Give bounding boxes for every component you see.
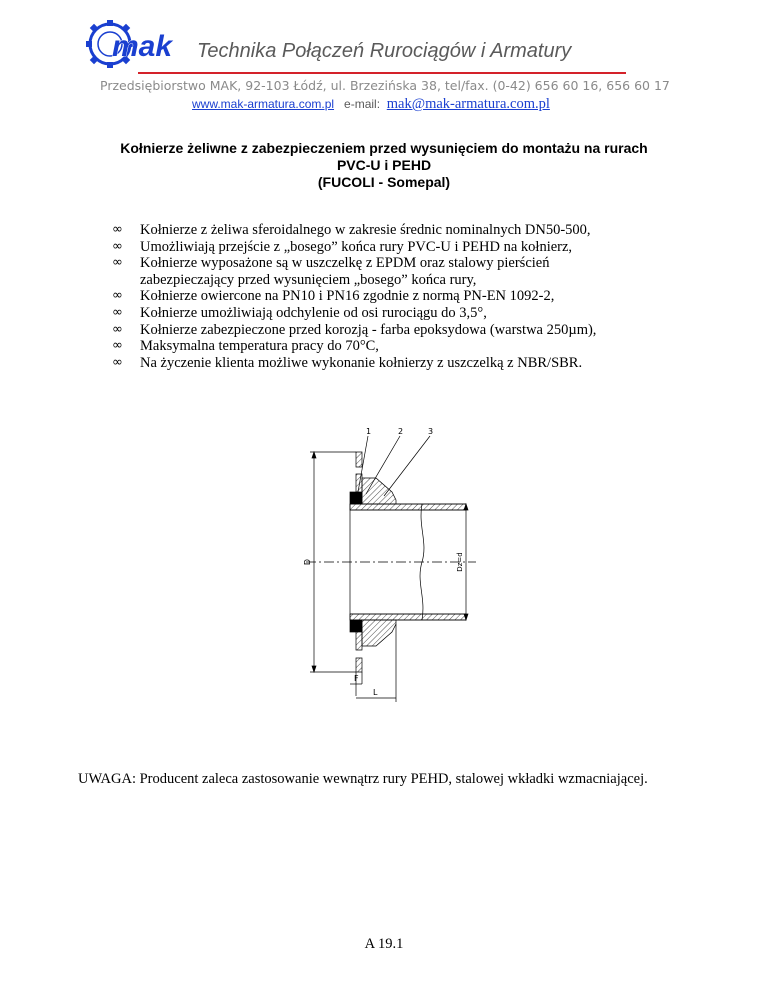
title-line-3: (FUCOLI - Somepal) (317, 174, 451, 190)
infinity-bullet-icon: ∞ (112, 222, 123, 237)
infinity-bullet-icon: ∞ (112, 255, 123, 271)
callout-2: 2 (398, 427, 404, 436)
list-item: ∞ Kołnierze z żeliwa sferoidalnego w zakresie średnic nominalnych DN50-500, (112, 222, 591, 238)
callout-3: 3 (428, 427, 434, 436)
flange-technical-drawing (296, 422, 486, 712)
document-title (0, 140, 768, 191)
list-item: ∞ Kołnierze zabezpieczone przed korozją - farba epoksydowa (warstwa 250µm), (112, 321, 597, 338)
infinity-bullet-icon: ∞ (112, 304, 123, 320)
warning-note: UWAGA: Producent zaleca zastosowanie wewnątrz rury PEHD, stalowej wkładki wzmacniającej. (78, 771, 648, 787)
dimension-f: F (354, 674, 359, 683)
list-item: ∞ Kołnierze owiercone na PN10 i PN16 zgodnie z normą PN-EN 1092-2, (112, 288, 555, 305)
infinity-bullet-icon: ∞ (112, 288, 123, 304)
list-item: ∞ Umożliwiają przejście z „bosego” końca rury PVC-U i PEHD na kołnierz, (112, 238, 573, 255)
dimension-l: L (373, 688, 378, 697)
email-label: e-mail: (344, 97, 381, 111)
feature-list (112, 222, 596, 371)
title-line-1: Kołnierze żeliwne z zabezpieczeniem przed wysunięciem do montażu na rurach (120, 140, 648, 156)
infinity-bullet-icon: ∞ (112, 338, 123, 354)
title-line-2: PVC-U i PEHD (336, 157, 432, 173)
letterhead (0, 0, 768, 120)
page-number: A 19.1 (364, 936, 404, 952)
infinity-bullet-icon: ∞ (112, 354, 123, 370)
list-item: ∞ Kołnierze umożliwiają odchylenie od osi rurociągu do 3,5°, (112, 304, 487, 321)
callout-1: 1 (366, 427, 372, 436)
mak-logo (86, 18, 196, 70)
list-item: ∞ Kołnierze wyposażone są w uszczelkę z EPDM oraz stalowy pierścień zabezpieczający przed wysunięciem „bosego” końca rury, (112, 255, 550, 288)
dimension-dz: Dz=d (456, 552, 464, 572)
list-item: ∞ Maksymalna temperatura pracy do 70°C, (112, 338, 379, 355)
company-address: Przedsiębiorstwo MAK, 92-103 Łódź, ul. Brzezińska 38, tel/fax. (0-42) 656 60 16, 656 60 17 (100, 78, 670, 93)
dimension-d: D (303, 558, 312, 566)
list-item: ∞ Na życzenie klienta możliwe wykonanie kołnierzy z uszczelką z NBR/SBR. (112, 354, 583, 371)
infinity-bullet-icon: ∞ (112, 321, 123, 337)
contact-line (192, 96, 550, 113)
company-tagline: Technika Połączeń Rurociągów i Armatury (197, 40, 572, 62)
website-link[interactable]: www.mak-armatura.com.pl (192, 97, 335, 111)
logo-wordmark: mak (112, 30, 173, 63)
header-rule (138, 72, 626, 74)
infinity-bullet-icon: ∞ (112, 238, 123, 254)
email-link[interactable]: mak@mak-armatura.com.pl (386, 96, 550, 112)
